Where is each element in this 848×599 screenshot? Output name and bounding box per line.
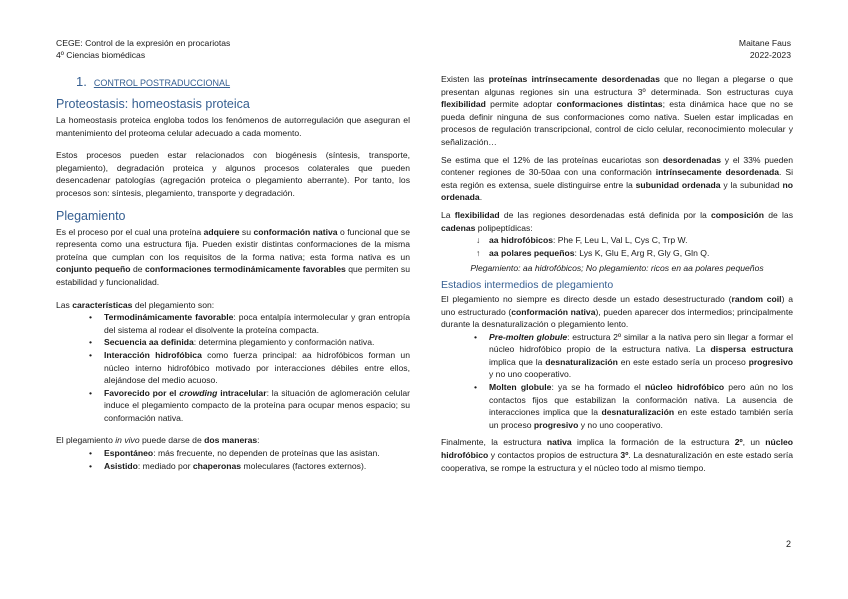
paragraph: Estos procesos pueden estar relacionados con biogénesis (síntesis, transporte, plegamiento), degradación proteica y algunos procesos colaterales que pueden desencadenar patologías (agregación proteica o plegamiento aberrante). Por tanto, los procesos son: síntesis, plegamiento, transporte y degradación. [56,150,410,198]
academic-year: 2022-2023 [749,49,791,60]
list-item: ↓ aa hidrofóbicos: Phe F, Leu L, Val L, Cys C, Trp W. [476,235,688,246]
page-number: 2 [785,539,791,549]
paragraph: El plegamiento no siempre es directo desde un estado desestructurado (random coil) a uno estructurado (conformación nativa), pueden aparecer dos intermedios; principalmente durante la desnaturalización o plegamiento lento. [441,293,793,330]
header-right [739,38,791,61]
paragraph: La flexibilidad de las regiones desordenadas está definida por la composición de las cadenas polipeptídicas: [441,209,793,233]
author-name: Maitane Faus [738,38,791,48]
heading-proteostasis: Proteostasis: homeostasis proteica [56,97,250,111]
arrow-up-icon: ↑ [476,247,481,258]
list-item: • Favorecido por el crowding intracelular: la situación de aglomeración celular induce el plegamiento compacto de la proteína para ocupar menos espacio; su conformación nativa. [56,387,410,425]
composition-list [441,234,793,259]
course-subtitle: 4º Ciencias biomédicas [56,49,146,60]
heading-plegamiento: Plegamiento [56,208,126,223]
characteristics-list [56,311,410,424]
list-item: ↑ aa polares pequeños: Lys K, Glu E, Arg R, Gly G, Gln Q. [476,247,710,258]
header-left [56,38,230,61]
list-item: • Pre-molten globule: estructura 2º similar a la nativa pero sin llegar a formar el núcleo hidrofóbico propio de la estructura nativa. La dispersa estructura implica que la desnaturalización en este estado sería un proceso progresivo y no uno cooperativo. [441,331,793,381]
paragraph: La homeostasis proteica engloba todos los fenómenos de autorregulación que aseguran el mantenimiento del proteoma celular adecuado a cada momento. [56,115,410,138]
heading-estadios: Estadios intermedios de plegamiento [441,278,614,291]
course-title: CEGE: Control de la expresión en procariotas [56,38,231,48]
list-item: • Interacción hidrofóbica como fuerza principal: aa hidrofóbicos forman un núcleo interno hidrofóbico motivado por interacciones débiles entre ellos, alejándose del medio acuoso. [56,349,410,387]
left-column [56,74,410,472]
paragraph: Es el proceso por el cual una proteína adquiere su conformación nativa o funcional que se representa como una estructura fija. Pueden existir distintas conformaciones de la misma proteína que cumplan con los requisitos de la forma nativa; esta forma nativa es un conjunto pequeño de conformaciones termodinámicamente favorables que permiten su estabilidad y funcionalidad. [56,226,410,287]
paragraph: Las características del plegamiento son: [56,299,215,310]
intermediate-states-list [441,331,793,432]
paragraph: El plegamiento in vivo puede darse de dos maneras: [56,435,260,446]
paragraph: Se estima que el 12% de las proteínas eucariotas son desordenadas y el 33% pueden contener regiones de 30-50aa con una conformación intrínsecamente desordenada. Si esta región es extensa, suele distinguirse entre la subunidad ordenada y la subunidad no ordenada. [441,154,793,203]
list-item: • Molten globule: ya se ha formado el núcleo hidrofóbico pero aún no los contactos fijos que estabilizan la conformación nativa. La ausencia de interacciones implica que la desnaturalización en este estado también sería un proceso progresivo y no uno cooperativo. [441,381,793,431]
list-item: • Termodinámicamente favorable: poca entalpía intermolecular y gran entropía del sistema al rodear el disolvente la proteína compacta. [56,311,410,336]
right-column [441,73,793,474]
list-item: • Secuencia aa definida: determina plegamiento y conformación nativa. [56,336,410,349]
paragraph: Finalmente, la estructura nativa implica la formación de la estructura 2º, un núcleo hidrofóbico y contactos propios de estructura 3º. La desnaturalización en este estado sería cooperativa, se rompe la estructura y el núcleo todo al mismo tiempo. [441,437,793,473]
section-title-text: CONTROL POSTRADUCCIONAL [93,78,231,88]
section-number: 1. [76,74,87,89]
arrow-down-icon: ↓ [476,235,481,246]
list-item: • Asistido: mediado por chaperonas moleculares (factores externos). [56,460,410,473]
italic-note: Plegamiento: aa hidrofóbicos; No plegamiento: ricos en aa polares pequeños [470,263,764,274]
paragraph: Existen las proteínas intrínsecamente desordenadas que no llegan a plegarse o que presentan algunas regiones sin una estructura 3º determinada. Son estructuras cuya flexibilidad permite adoptar conformaciones distintas; esta dinámica hace que no se pueda definir ninguna de sus conformaciones como nativa. Suelen estar implicadas en procesos de regulación transcripcional, control de ciclo celular, reconocimiento molecular y señalización… [441,74,793,147]
list-item: • Espontáneo: más frecuente, no dependen de proteínas que las asistan. [56,447,410,460]
section-title [76,74,410,91]
folding-modes-list [56,447,410,472]
